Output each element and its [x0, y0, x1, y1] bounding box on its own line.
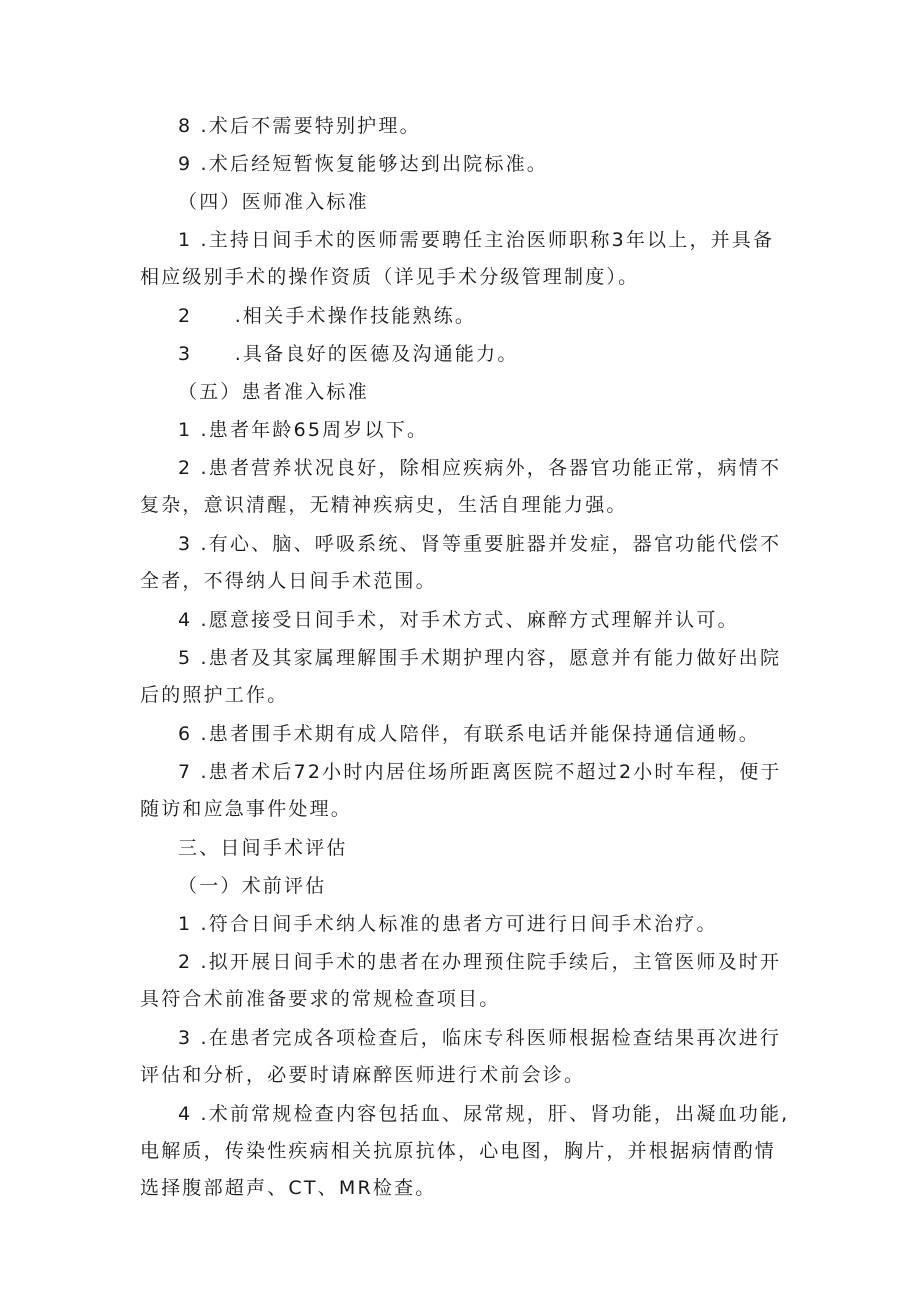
paragraph-reassessment: 3 .在患者完成各项检查后，临床专科医师根据检查结果再次进行评估和分析，必要时请麻醉医师进行术前会诊。	[140, 1027, 782, 1086]
section-heading-preoperative-assessment: （一）术前评估	[178, 875, 327, 897]
section-heading-physician-criteria: （四）医师准入标准	[178, 191, 369, 213]
paragraph-physician-skills: 2 .相关手术操作技能熟练。	[178, 305, 477, 327]
paragraph-eligibility: 1 .符合日间手术纳人标准的患者方可进行日间手术治疗。	[178, 913, 718, 935]
paragraph-post-op-no-special-care: 8 .术后不需要特别护理。	[178, 115, 421, 137]
section-heading-day-surgery-assessment: 三、日间手术评估	[178, 837, 348, 859]
paragraph-post-op-discharge-standard: 9 .术后经短暂恢复能够达到出院标准。	[178, 153, 548, 175]
section-heading-patient-criteria: （五）患者准入标准	[178, 381, 369, 403]
paragraph-adult-companion: 6 .患者围手术期有成人陪伴，有联系电话并能保持通信通畅。	[178, 723, 760, 745]
paragraph-patient-exclusion: 3 .有心、脑、呼吸系统、肾等重要脏器并发症，器官功能代偿不全者，不得纳人日间手术范围。	[140, 533, 782, 592]
paragraph-patient-age: 1 .患者年龄65周岁以下。	[178, 419, 429, 441]
paragraph-family-care: 5 .患者及其家属理解围手术期护理内容，愿意并有能力做好出院后的照护工作。	[140, 647, 782, 706]
paragraph-patient-health: 2 .患者营养状况良好，除相应疾病外，各器官功能正常，病情不复杂，意识清醒，无精神疾病史，生活自理能力强。	[140, 457, 782, 516]
paragraph-routine-exam-contents: 4 .术前常规检查内容包括血、尿常规，肝、肾功能，出凝血功能,电解质，传染性疾病相关抗原抗体，心电图，胸片，并根据病情酌情选择腹部超声、CT、MR检查。	[140, 1103, 790, 1199]
paragraph-pre-admission-exams: 2 .拟开展日间手术的患者在办理预住院手续后，主管医师及时开具符合术前准备要求的常规检查项目。	[140, 951, 782, 1010]
paragraph-residence-distance: 7 .患者术后72小时内居住场所距离医院不超过2小时车程，便于随访和应急事件处理。	[140, 761, 782, 820]
paragraph-physician-ethics: 3 .具备良好的医德及沟通能力。	[178, 343, 519, 365]
paragraph-patient-consent: 4 .愿意接受日间手术，对手术方式、麻醉方式理解并认可。	[178, 609, 739, 631]
paragraph-physician-qualification: 1 .主持日间手术的医师需要聘任主治医师职称3年以上，并具备相应级别手术的操作资质（详见手术分级管理制度）。	[140, 229, 775, 288]
